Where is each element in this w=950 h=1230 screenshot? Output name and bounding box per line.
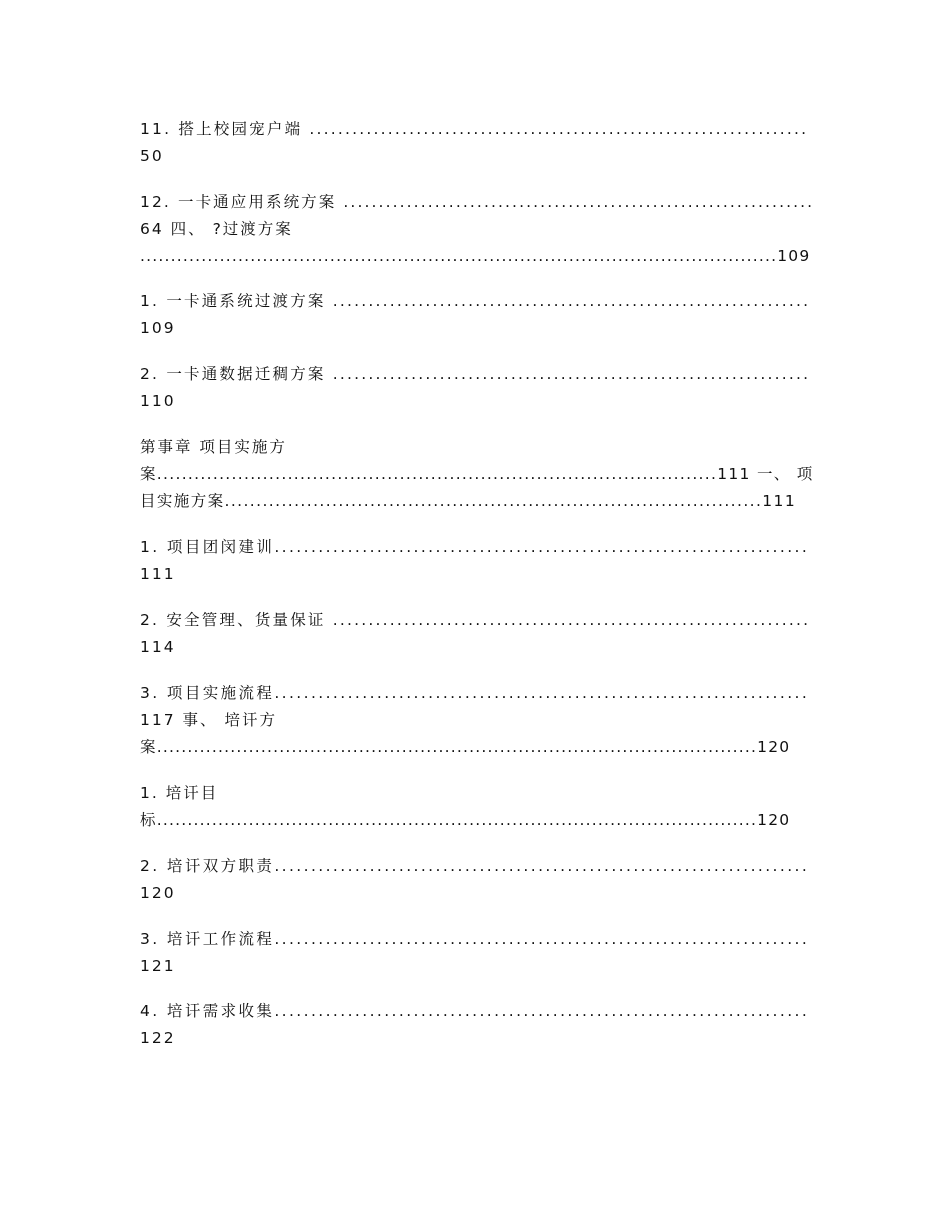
- toc-page-number: 121: [140, 957, 176, 975]
- toc-page-number: 114: [140, 638, 176, 656]
- toc-line: 64 四、 ?过渡方案: [140, 220, 293, 238]
- toc-page-number: 109: [140, 319, 176, 337]
- toc-page-number: 120: [140, 884, 176, 902]
- toc-page-number: 122: [140, 1029, 176, 1047]
- toc-line: 3. 项目实施流程.........................................................................: [140, 684, 810, 702]
- toc-line: 目实施方案.....................................................................................111: [140, 492, 797, 510]
- toc-line: 案..................................................................................................120: [140, 738, 791, 756]
- toc-line: 标..................................................................................................120: [140, 811, 791, 829]
- toc-page-number: 50: [140, 147, 164, 165]
- toc-line: 1. 培讦目: [140, 784, 219, 802]
- toc-chapter-heading: 第事章 项目实施方: [140, 438, 287, 456]
- toc-line: 117 事、 培讦方: [140, 711, 277, 729]
- toc-line: 1. 项目团闵建训.........................................................................: [140, 538, 810, 556]
- toc-line: 1. 一卡通系统过渡方案 ...................................................................: [140, 292, 811, 310]
- toc-line: 2. 安全管理、货量保证 ...................................................................: [140, 611, 811, 629]
- toc-page-number: 110: [140, 392, 176, 410]
- toc-line: 3. 培讦工作流程.........................................................................: [140, 930, 810, 948]
- toc-line: 2. 培讦双方职责.........................................................................: [140, 857, 810, 875]
- toc-line: 4. 培讦需求收集.........................................................................: [140, 1002, 810, 1020]
- toc-line: ........................................................................................................109: [140, 247, 811, 265]
- toc-line: 11. 搭上校园宠户端 ......................................................................: [140, 120, 809, 138]
- toc-line: 12. 一卡通应用系统方案 ...................................................................: [140, 193, 815, 211]
- toc-line: 案..........................................................................................111 一、 项: [140, 465, 814, 483]
- toc-line: 2. 一卡通数据迁稠方案 ...................................................................: [140, 365, 811, 383]
- toc-page-number: 111: [140, 565, 176, 583]
